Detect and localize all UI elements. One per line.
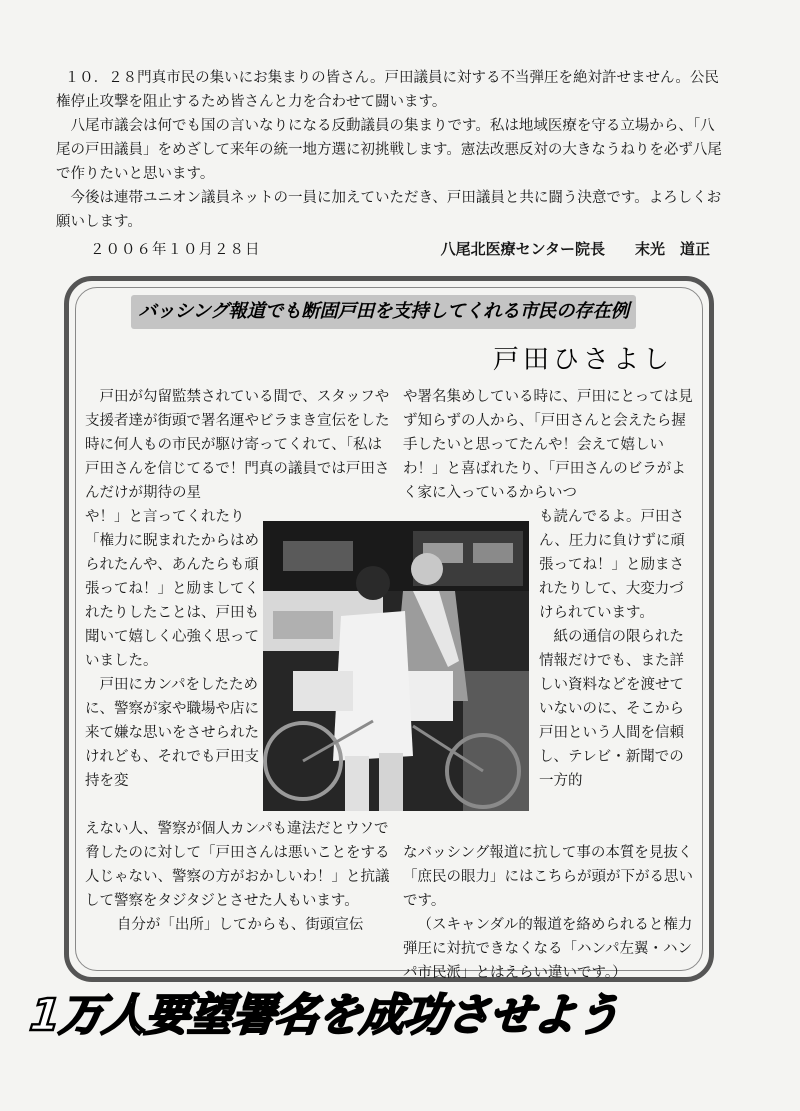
column-right-bottom (403, 841, 693, 985)
paragraph: も読んでるよ。戸田さん、圧力に負けずに頑張ってね！」と励まされたりして、大変力づけられています。 (539, 509, 685, 621)
slogan: 1万人要望署名を成功させよう (27, 990, 622, 1041)
column-right-narrow (539, 505, 693, 793)
paragraph: 戸田にカンパをしたために、警察が家や職場や店に来て嫌な思いをさせられたけれども、それでも戸田支持を変 (85, 677, 259, 789)
column-right-top (403, 385, 693, 505)
signature: 八尾北医療センター院長 末光 道正 (440, 240, 710, 258)
column-left-bottom (85, 817, 390, 937)
date: ２００６年１０月２８日 (90, 242, 261, 258)
intro-paragraph: 今後は連帯ユニオン議員ネットの一員に加えていただき、戸田議員と共に闘う決意です。よろしくお願いします。 (56, 190, 722, 230)
paragraph: や！」と言ってくれたり「権力に睨まれたからはめられたんや、あんたらも頑張ってね！」と励ましてくれたりしたことは、戸田も聞いて嬉しく心強く思っていました。 (85, 509, 259, 669)
intro-paragraph: 八尾市議会は何でも国の言いなりになる反動議員の集まりです。私は地域医療を守る立場から、「八尾の戸田議員」をめざして来年の統一地方選に初挑戦します。憲法改悪反対の大きなうねりを必ず八尾で作りたいと思います。 (56, 118, 722, 182)
paragraph: 自分が「出所」してからも、街頭宣伝 (116, 917, 364, 933)
paragraph: や署名集めしている時に、戸田にとっては見ず知らずの人から、「戸田さんと会えたら握手したいと思ってたんや！会えて嬉しいわ！」と喜ばれたり、「戸田さんのビラがよく家に入っているからいつ (403, 389, 693, 501)
street-photo (263, 521, 529, 811)
paragraph: 戸田が勾留監禁されている間で、スタッフや支援者達が街頭で署名運やビラまき宣伝をした時に何人もの市民が駆け寄ってくれて、「私は戸田さんを信じてるで！門真の議員では戸田さんだけが期待の星 (85, 389, 390, 501)
paragraph: えない人、警察が個人カンパも違法だとウソで脅したのに対して「戸田さんは悪いことをする人じゃない、警察の方がおかしいわ！」と抗議して警察をタジタジとさせた人もいます。 (85, 821, 390, 909)
signature-line (90, 238, 710, 262)
intro-paragraph: １０．２８門真市民の集いにお集まりの皆さん。戸田議員に対する不当弾圧を絶対許せません。公民権停止攻撃を阻止するため皆さんと力を合わせて闘います。 (56, 70, 719, 110)
column-left-top (85, 385, 390, 505)
paragraph: 紙の通信の限られた情報だけでも、また詳しい資料などを渡せていないのに、そこから戸田という人間を信頼し、テレビ・新聞での一方的 (539, 629, 684, 789)
article-headline: バッシング報道でも断固戸田を支持してくれる市民の存在例 (131, 295, 636, 329)
photo-illustration (263, 521, 529, 811)
paragraph: なバッシング報道に抗して事の本質を見抜く「庶民の眼力」にはこちらが頭が下がる思いです。 (403, 845, 693, 909)
paragraph: （スキャンダル的報道を絡められると権力弾圧に対抗できなくなる「ハンパ左翼・ハンパ市民派」とはえらい違いです。） (403, 917, 693, 981)
column-left-narrow (85, 505, 259, 793)
article-frame (64, 276, 714, 982)
article-byline: 戸田ひさよし (492, 345, 673, 375)
intro-text (56, 66, 728, 234)
